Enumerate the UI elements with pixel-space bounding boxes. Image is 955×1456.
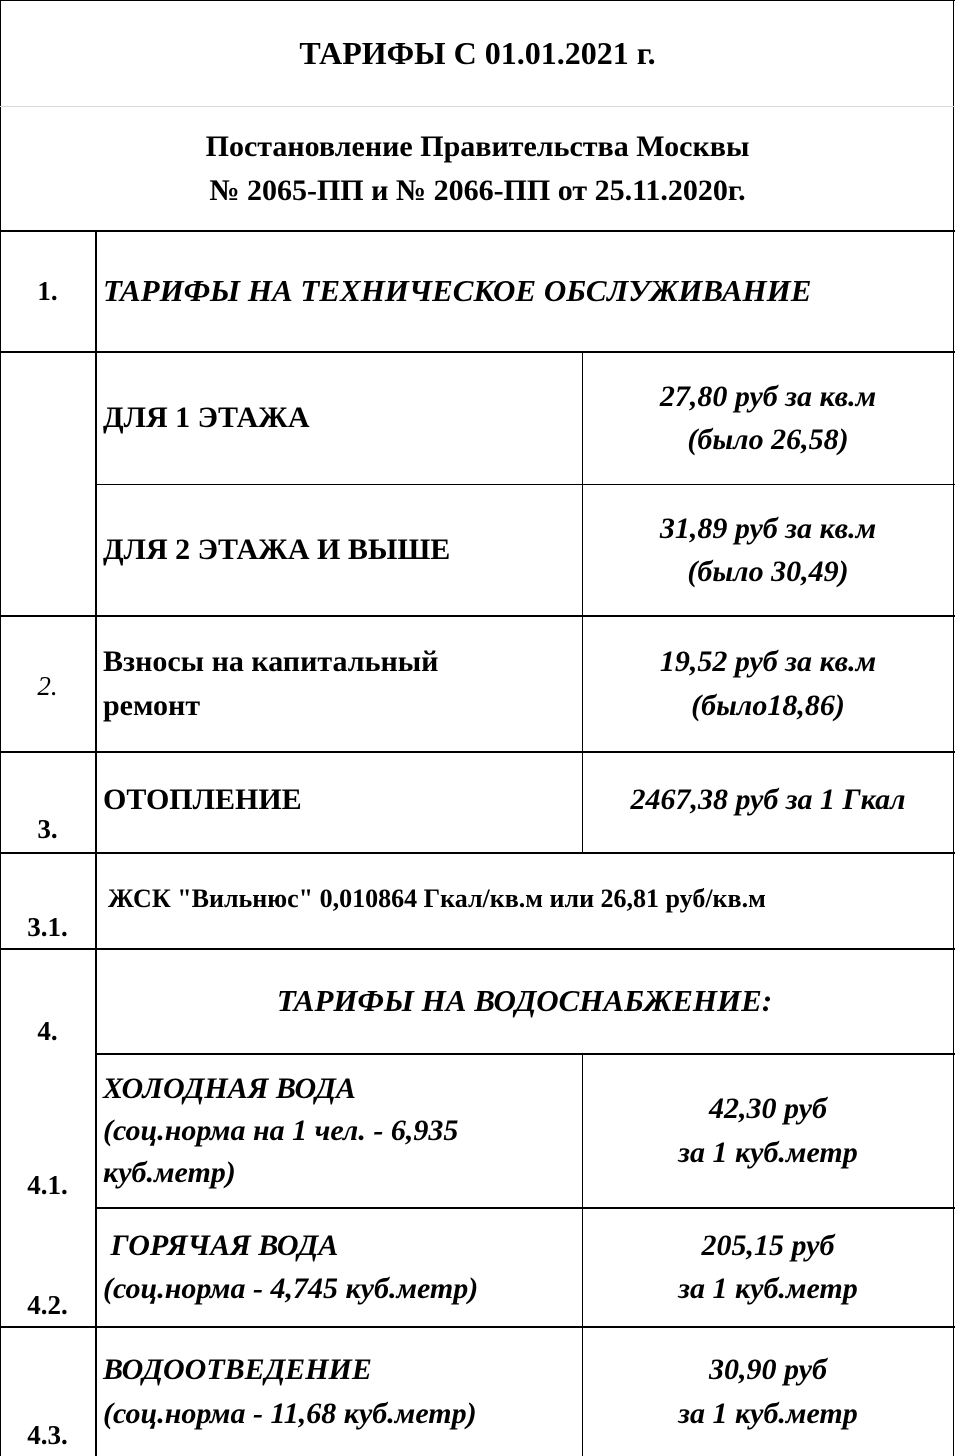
decree-line-2: № 2065-ПП и № 2066-ПП от 25.11.2020г. xyxy=(209,173,746,207)
section-3-number: 3. xyxy=(37,814,58,844)
row-4-1-number: 4.1. xyxy=(27,1170,68,1200)
floor-2-label: ДЛЯ 2 ЭТАЖА И ВЫШЕ xyxy=(103,533,451,567)
floor-1-value: 27,80 руб за кв.м (было 26,58) xyxy=(659,379,877,456)
section-1-number: 1. xyxy=(37,275,58,306)
section-1-title: ТАРИФЫ НА ТЕХНИЧЕСКОЕ ОБСЛУЖИВАНИЕ xyxy=(103,272,812,308)
capital-repair-value: 19,52 руб за кв.м (было18,86) xyxy=(659,645,877,722)
cold-water-label: ХОЛОДНАЯ ВОДА (соц.норма на 1 чел. - 6,935 куб.метр) xyxy=(103,1071,459,1189)
heating-value: 2467,38 руб за 1 Гкал xyxy=(630,783,906,817)
hot-water-label: ГОРЯЧАЯ ВОДА (соц.норма - 4,745 куб.метр) xyxy=(103,1228,479,1305)
section-2-number: 2. xyxy=(37,671,58,702)
sewage-value: 30,90 руб за 1 куб.метр xyxy=(678,1353,858,1430)
page-title: ТАРИФЫ С 01.01.2021 г. xyxy=(299,34,656,71)
section-4-number: 4. xyxy=(37,1016,58,1046)
decree-reference xyxy=(0,107,955,230)
heating-label: ОТОПЛЕНИЕ xyxy=(103,783,302,817)
sewage-label: ВОДООТВЕДЕНИЕ (соц.норма - 11,68 куб.метр) xyxy=(103,1353,477,1430)
floor-1-label: ДЛЯ 1 ЭТАЖА xyxy=(103,401,310,435)
floor-2-value: 31,89 руб за кв.м (было 30,49) xyxy=(659,511,877,588)
cold-water-value: 42,30 руб за 1 куб.метр xyxy=(678,1092,858,1169)
section-3-1-number: 3.1. xyxy=(27,912,68,942)
section-4-title: ТАРИФЫ НА ВОДОСНАБЖЕНИЕ: xyxy=(276,982,773,1018)
row-4-2-number: 4.2. xyxy=(27,1290,68,1320)
heating-norm-text: ЖСК "Вильнюс" 0,010864 Гкал/кв.м или 26,81 руб/кв.м xyxy=(108,883,766,913)
decree-line-1: Постановление Правительства Москвы xyxy=(205,130,750,163)
hot-water-value: 205,15 руб за 1 куб.метр xyxy=(678,1228,858,1305)
row-4-3-number: 4.3. xyxy=(27,1420,68,1450)
capital-repair-label: Взносы на капитальный ремонт xyxy=(103,645,439,722)
